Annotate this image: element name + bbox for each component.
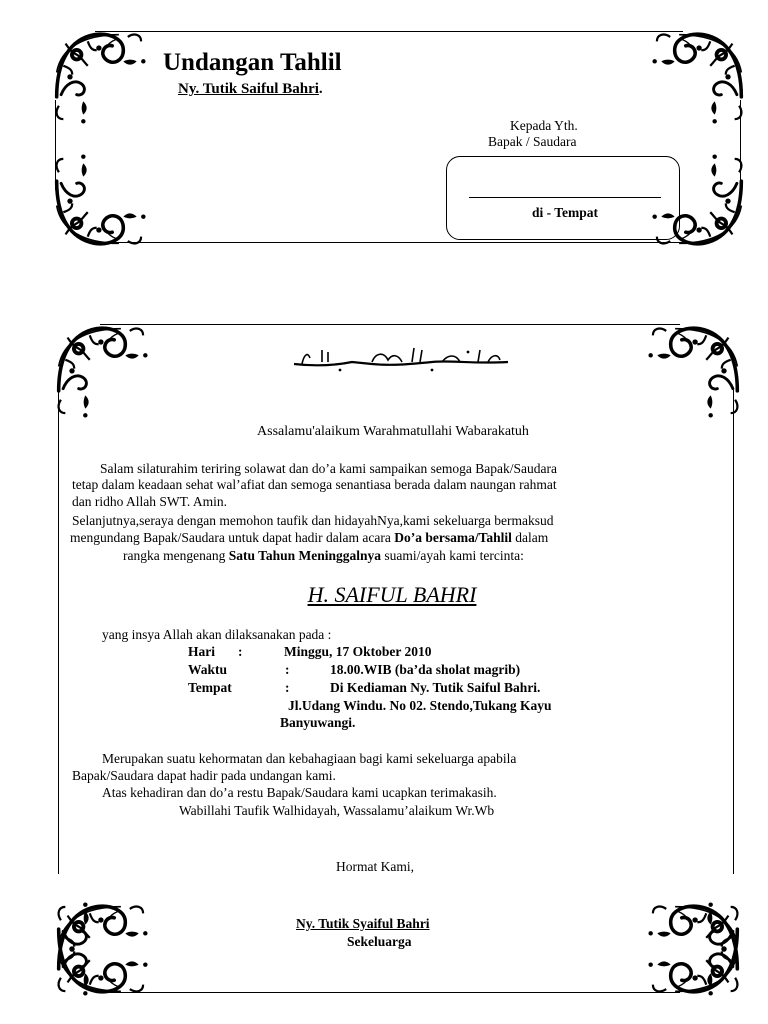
signature-name: Ny. Tutik Syaiful Bahri (296, 916, 430, 931)
floral-corner-ornament-icon (50, 28, 150, 128)
time-label: Waktu (188, 662, 228, 677)
para2-line1: Selanjutnya,seraya dengan memohon taufik dan hidayahNya,kami sekeluarga bermaksud (72, 513, 554, 528)
event-name: Do’a bersama/Tahlil (394, 530, 512, 545)
address-line (469, 197, 661, 198)
address-line1: Jl.Udang Windu. No 02. Stendo,Tukang Kayu (288, 698, 552, 713)
address-box (446, 156, 680, 240)
greeting: Assalamu'alaikum Warahmatullahi Wabarakatuh (257, 424, 529, 439)
frame-top-line (95, 31, 683, 32)
salam-closing: Wabillahi Taufik Walhidayah, Wassalamu’alaikum Wr.Wb (179, 803, 495, 818)
to-label: Kepada Yth. (510, 118, 578, 133)
floral-corner-ornament-icon (52, 898, 152, 998)
place-label: di - Tempat (532, 205, 599, 220)
anniversary-label: Satu Tahun Meninggalnya (228, 548, 382, 563)
closing-line3: Atas kehadiran dan do’a restu Bapak/Saudara kami ucapkan terimakasih. (102, 785, 497, 800)
day-label: Hari (188, 644, 215, 659)
arabic-calligraphy-icon (292, 344, 512, 372)
place-sep: : (285, 680, 290, 695)
letter-frame-bottom-line (100, 992, 680, 993)
envelope-host-name: Ny. Tutik Saiful Bahri (178, 81, 319, 97)
signature-family: Sekeluarga (347, 934, 412, 949)
place-value: Di Kediaman Ny. Tutik Saiful Bahri. (330, 680, 541, 695)
time-sep: : (285, 662, 290, 677)
floral-corner-ornament-icon (644, 898, 744, 998)
floral-corner-ornament-icon (50, 150, 150, 250)
closing-line1: Merupakan suatu kehormatan dan kebahagiaan bagi kami sekeluarga apabila (102, 751, 517, 766)
floral-corner-ornament-icon (52, 322, 152, 422)
para2-line2-text: mengundang Bapak/Saudara untuk dapat hadir dalam acara (70, 530, 395, 545)
envelope-host-period: . (318, 81, 323, 97)
schedule-intro: yang insya Allah akan dilaksanakan pada : (102, 627, 332, 642)
deceased-name: H. SAIFUL BAHRI (307, 582, 477, 607)
closing-line2: Bapak/Saudara dapat hadir pada undangan kami. (72, 768, 336, 783)
day-value: Minggu, 17 Oktober 2010 (284, 644, 432, 659)
para1-line2: tetap dalam keadaan sehat wal’afiat dan semoga senantiasa berada dalam naungan rahmat (72, 477, 557, 492)
envelope-title: Undangan Tahlil (163, 49, 342, 76)
regards: Hormat Kami, (336, 859, 414, 874)
letter-frame-left-line (58, 390, 59, 874)
letter-frame-right-line (733, 390, 734, 874)
envelope-host (178, 80, 323, 98)
to-recipient: Bapak / Saudara (488, 134, 577, 149)
time-value: 18.00.WIB (ba’da sholat magrib) (330, 662, 521, 677)
para2-line2 (70, 529, 548, 547)
para2-line3 (123, 547, 524, 565)
day-sep: : (238, 644, 243, 659)
letter-frame-top-line (100, 324, 680, 325)
floral-corner-ornament-icon (648, 28, 748, 128)
para2-line2-end: dalam (511, 530, 549, 545)
para1-line1: Salam silaturahim teriring solawat dan do’a kami sampaikan semoga Bapak/Saudara (100, 461, 557, 476)
para2-line3-end: suami/ayah kami tercinta: (381, 548, 524, 563)
floral-corner-ornament-icon (644, 322, 744, 422)
frame-bottom-line (95, 242, 683, 243)
para2-line3-text: rangka mengenang (123, 548, 229, 563)
place-label-schedule: Tempat (188, 680, 232, 695)
para1-line3: dan ridho Allah SWT. Amin. (72, 494, 227, 509)
address-line2: Banyuwangi. (280, 715, 356, 730)
